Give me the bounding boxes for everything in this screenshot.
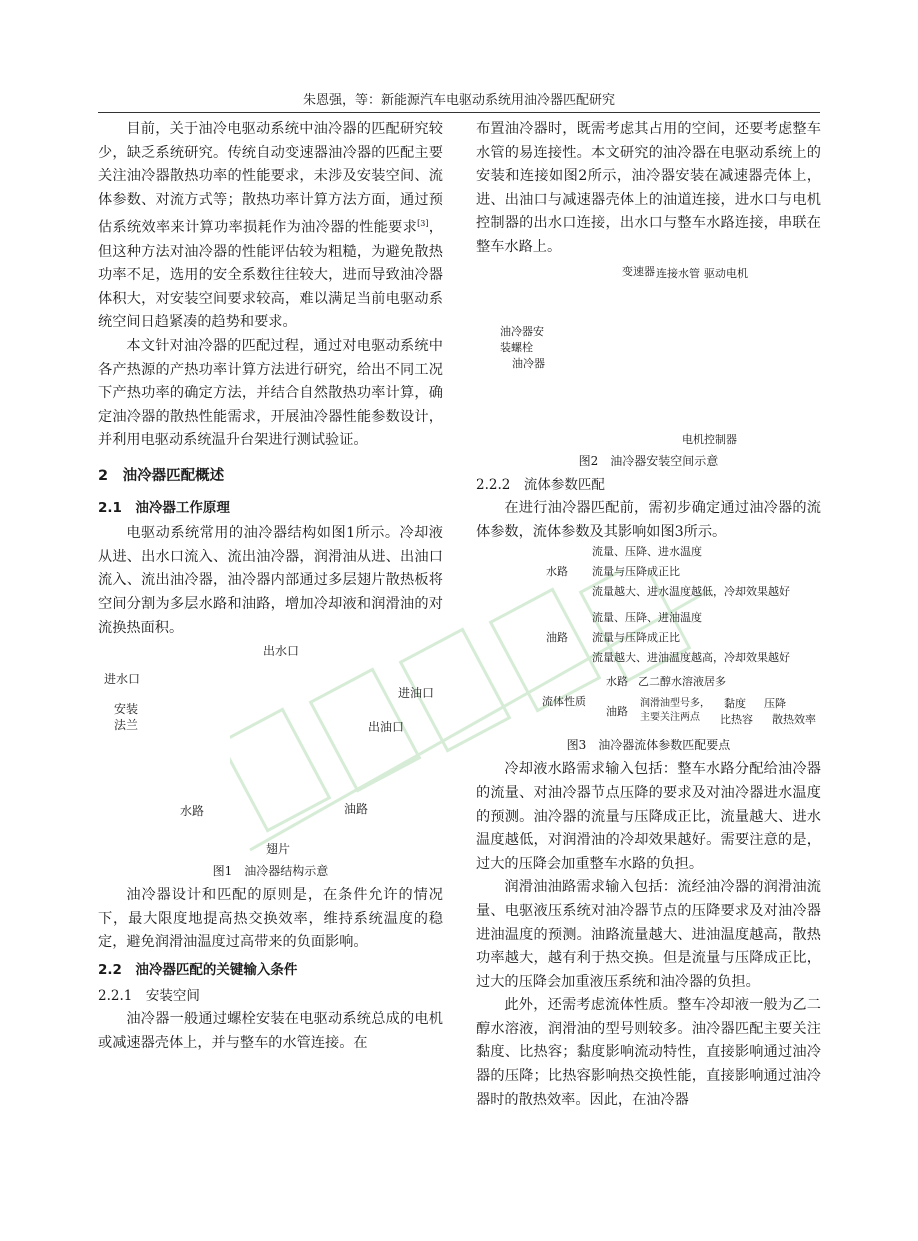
fig1-oil-path: 油路 <box>344 802 369 817</box>
fig3-nature-oil-desc: 润滑油型号多， <box>640 698 710 710</box>
figure-3 <box>476 544 821 734</box>
subsubsection-heading: 2.2.2 流体参数匹配 <box>476 476 605 493</box>
fig1-water-path: 水路 <box>180 804 205 819</box>
fig2-controller: 电机控制器 <box>682 432 737 446</box>
paragraph: 布置油冷器时，既需考虑其占用的空间，还要考虑整车水管的易连接性。本文研究的油冷器在电驱动系统上的安装和连接如图2所示，油冷器安装在减速器壳体上，进、出油口与减速器壳体上的油道连接，进水口与电机控制器的出水口连接，出水口与整车水路连接，串联在整车水路上。 <box>476 121 821 255</box>
fig1-fin: 翅片 <box>266 842 291 857</box>
fig3-oil-line: 流量与压降成正比 <box>592 631 680 645</box>
fig1-water-in: 进水口 <box>104 672 141 687</box>
fig3-oil-line: 流量、压降、进油温度 <box>592 611 702 625</box>
fig1-mount: 法兰 <box>114 718 139 733</box>
right-column <box>476 118 821 1112</box>
fig3-nature-water: 水路 <box>606 675 628 689</box>
figure-2 <box>476 260 821 450</box>
paragraph: 本文针对油冷器的匹配过程，通过对电驱动系统中各产热源的产热功率计算方法进行研究，给出不同工况下产热功率的确定方法，并结合自然散热功率计算，确定油冷器的散热性能需求，开展油冷器性能参数设计，并利用电驱动系统温升台架进行测试验证。 <box>98 338 443 449</box>
fig3-efficiency: 散热效率 <box>772 713 816 727</box>
fig1-mount: 安装 <box>114 702 139 717</box>
fig3-water: 水路 <box>546 565 568 579</box>
paragraph: 目前，关于油冷电驱动系统中油冷器的匹配研究较少，缺乏系统研究。传统自动变速器油冷器的匹配主要关注油冷器散热功率的性能要求，未涉及安装空间、流体参数、对流方式等；散热功率计算方法方面，通过预估系统效率来计算功率损耗作为油冷器的性能要求[3]，但这种方法对油冷器的性能评估较为粗糙，为避免散热功率不足，选用的安全系数往往较大，进而导致油冷器体积大，对安装空间要求较高，难以满足当前电驱动系统空间日趋紧凑的趋势和要求。 <box>98 121 443 331</box>
fig3-heat-capacity: 比热容 <box>720 713 753 727</box>
paragraph: 冷却液水路需求输入包括：整车水路分配给油冷器的流量、对油冷器节点压降的要求及对油冷器进水温度的预测。油冷器的流量与压降成正比，流量越大、进水温度越低，对润滑油的冷却效果越好。需要注意的是，过大的压降会加重整车水路的负担。 <box>476 761 821 872</box>
fig3-pressure: 压降 <box>764 697 786 711</box>
paragraph: 润滑油油路需求输入包括：流经油冷器的润滑油流量、电驱液压系统对油冷器节点的压降要求及对油冷器进油温度的预测。油路流量越大、进油温度越高，散热功率越大，越有利于热交换。但是流量与压降成正比，过大的压降会加重液压系统和油冷器的负担。 <box>476 879 821 990</box>
fig3-viscosity: 黏度 <box>724 697 746 711</box>
subsection-heading: 2.1 油冷器工作原理 <box>98 499 230 516</box>
fig3-oil: 油路 <box>546 631 568 645</box>
paragraph: 油冷器一般通过螺栓安装在电驱动系统总成的电机或减速器壳体上，并与整车的水管连接。在 <box>98 1011 443 1051</box>
fig2-bolt: 装螺栓 <box>500 340 533 354</box>
figure-caption: 图3 油冷器流体参数匹配要点 <box>566 738 731 753</box>
subsection-heading: 2.2 油冷器匹配的关键输入条件 <box>98 961 298 978</box>
section-heading: 2 油冷器匹配概述 <box>98 468 225 485</box>
fig2-pipe: 连接水管 <box>656 266 700 280</box>
figure-1 <box>98 640 443 860</box>
paragraph: 油冷器设计和匹配的原则是，在条件允许的情况下，最大限度地提高热交换效率，维持系统温度的稳定，避免润滑油温度过高带来的负面影响。 <box>98 887 443 951</box>
fig3-oil-line: 流量越大、进油温度越高，冷却效果越好 <box>592 651 790 665</box>
fig3-nature: 流体性质 <box>542 695 586 709</box>
paragraph: 在进行油冷器匹配前，需初步确定通过油冷器的流体参数，流体参数及其影响如图3所示。 <box>476 500 821 540</box>
fig2-motor: 驱动电机 <box>704 266 748 280</box>
fig1-water-out: 出水口 <box>263 644 300 659</box>
fig3-water-line: 流量、压降、进水温度 <box>592 545 702 559</box>
fig2-reducer: 变速器 <box>622 264 655 278</box>
fig3-water-line: 流量与压降成正比 <box>592 565 680 579</box>
subsubsection-heading: 2.2.1 安装空间 <box>98 987 200 1004</box>
fig3-nature-oil-desc: 主要关注两点 <box>640 712 700 724</box>
paragraph: 电驱动系统常用的油冷器结构如图1所示。冷却液从进、出水口流入、流出油冷器，润滑油从进、出油口流入、流出油冷器，油冷器内部通过多层翅片散热板将空间分割为多层水路和油路，增加冷却液和润滑油的对流换热面积。 <box>98 525 443 636</box>
running-header: 朱恩强，等：新能源汽车电驱动系统用油冷器匹配研究 <box>98 90 820 113</box>
citation[interactable]: [3] <box>417 219 429 229</box>
left-column <box>98 118 443 1055</box>
fig1-oil-out: 出油口 <box>368 720 405 735</box>
fig3-nature-oil: 油路 <box>606 705 628 719</box>
paragraph: 此外，还需考虑流体性质。整车冷却液一般为乙二醇水溶液，润滑油的型号则较多。油冷器匹配主要关注黏度、比热容；黏度影响流动特性，直接影响通过油冷器的压降；比热容影响热交换性能，直接影响通过油冷器时的散热效率。因此，在油冷器 <box>476 997 821 1108</box>
fig1-oil-in: 进油口 <box>398 686 435 701</box>
figure-caption: 图2 油冷器安装空间示意 <box>578 453 719 468</box>
fig3-nature-water-desc: 乙二醇水溶液居多 <box>638 675 726 689</box>
fig2-bolt: 油冷器安 <box>500 324 544 338</box>
figure-caption: 图1 油冷器结构示意 <box>212 864 329 879</box>
fig2-cooler: 油冷器 <box>512 356 545 370</box>
fig3-water-line: 流量越大、进水温度越低，冷却效果越好 <box>592 585 790 599</box>
